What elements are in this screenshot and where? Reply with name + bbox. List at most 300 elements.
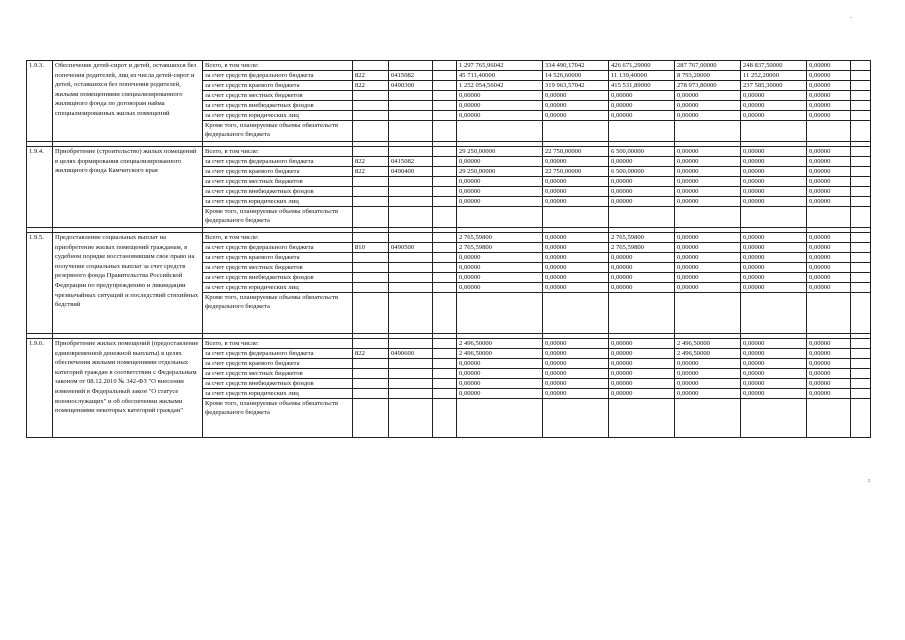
table-row <box>27 147 871 157</box>
amount-3: 0,00000 <box>609 349 675 359</box>
empty-cell <box>741 399 807 438</box>
amount-4: 2 496,50000 <box>675 339 741 349</box>
amount-5: 0,00000 <box>741 273 807 283</box>
code-csr <box>389 177 433 187</box>
code-grbs: 822 <box>353 71 389 81</box>
amount-2: 0,00000 <box>543 253 609 263</box>
amount-4: 0,00000 <box>675 283 741 293</box>
amount-3: 0,00000 <box>609 101 675 111</box>
empty-cell <box>851 61 871 71</box>
row-name: Приобретение (строительство) жилых помещений в целях формирования специализированного жилищного фонда Камчатского края <box>53 147 203 228</box>
code-csr <box>389 253 433 263</box>
funding-source: Всего, в том числе: <box>203 61 353 71</box>
amount-3: 6 500,00000 <box>609 167 675 177</box>
amount-6: 0,00000 <box>807 81 851 91</box>
amount-6: 0,00000 <box>807 263 851 273</box>
amount-3: 0,00000 <box>609 389 675 399</box>
amount-4: 0,00000 <box>675 197 741 207</box>
empty-cell <box>851 111 871 121</box>
funding-source: за счет средств внебюджетных фондов <box>203 379 353 389</box>
code-grbs <box>353 197 389 207</box>
amount-5: 11 252,20000 <box>741 71 807 81</box>
amount-2: 0,00000 <box>543 379 609 389</box>
empty-cell <box>457 121 543 142</box>
amount-5: 0,00000 <box>741 389 807 399</box>
amount-6: 0,00000 <box>807 339 851 349</box>
funding-source: за счет средств федерального бюджета <box>203 349 353 359</box>
code-grbs <box>353 339 389 349</box>
amount-1: 0,00000 <box>457 379 543 389</box>
funding-source: за счет средств краевого бюджета <box>203 81 353 91</box>
amount-1: 2 496,50000 <box>457 349 543 359</box>
amount-6: 0,00000 <box>807 111 851 121</box>
amount-2: 0,00000 <box>543 91 609 101</box>
amount-5: 0,00000 <box>741 379 807 389</box>
amount-2: 0,00000 <box>543 263 609 273</box>
amount-1: 0,00000 <box>457 197 543 207</box>
empty-cell <box>433 177 457 187</box>
amount-6: 0,00000 <box>807 369 851 379</box>
funding-source: за счет средств внебюджетных фондов <box>203 187 353 197</box>
empty-cell <box>457 293 543 334</box>
empty-cell <box>433 111 457 121</box>
amount-6: 0,00000 <box>807 177 851 187</box>
amount-6: 0,00000 <box>807 253 851 263</box>
funding-source: Всего, в том числе: <box>203 147 353 157</box>
empty-cell <box>851 273 871 283</box>
code-csr <box>389 111 433 121</box>
amount-3: 426 671,29000 <box>609 61 675 71</box>
empty-cell <box>433 197 457 207</box>
empty-cell <box>851 349 871 359</box>
code-csr <box>389 389 433 399</box>
amount-3: 0,00000 <box>609 283 675 293</box>
empty-cell <box>851 399 871 438</box>
corner-mark-bottom: ² <box>868 478 871 486</box>
funding-source: за счет средств федерального бюджета <box>203 243 353 253</box>
amount-5: 0,00000 <box>741 283 807 293</box>
amount-4: 0,00000 <box>675 147 741 157</box>
empty-cell <box>851 121 871 142</box>
empty-cell <box>851 379 871 389</box>
empty-cell <box>353 121 389 142</box>
empty-cell <box>433 81 457 91</box>
empty-cell <box>433 243 457 253</box>
amount-1: 0,00000 <box>457 177 543 187</box>
code-csr: 0415082 <box>389 71 433 81</box>
funding-source: Кроме того, планируемые объемы обязательств федерального бюджета <box>203 121 353 142</box>
empty-cell <box>675 207 741 228</box>
amount-4: 0,00000 <box>675 167 741 177</box>
funding-source: за счет средств местных бюджетов <box>203 177 353 187</box>
code-grbs <box>353 91 389 101</box>
row-number: 1.9.6. <box>27 339 53 438</box>
empty-cell <box>851 167 871 177</box>
empty-cell <box>433 263 457 273</box>
code-grbs <box>353 369 389 379</box>
amount-5: 0,00000 <box>741 369 807 379</box>
empty-cell <box>433 207 457 228</box>
funding-source: Кроме того, планируемые объемы обязательств федерального бюджета <box>203 293 353 334</box>
amount-5: 0,00000 <box>741 263 807 273</box>
code-csr: 0415082 <box>389 157 433 167</box>
amount-1: 0,00000 <box>457 273 543 283</box>
code-csr <box>389 359 433 369</box>
amount-6: 0,00000 <box>807 283 851 293</box>
empty-cell <box>609 121 675 142</box>
code-csr: 0490600 <box>389 349 433 359</box>
amount-2: 0,00000 <box>543 273 609 283</box>
amount-5: 0,00000 <box>741 197 807 207</box>
row-number: 1.9.5. <box>27 233 53 334</box>
empty-cell <box>433 157 457 167</box>
code-csr <box>389 273 433 283</box>
amount-3: 0,00000 <box>609 187 675 197</box>
empty-cell <box>433 349 457 359</box>
amount-1: 0,00000 <box>457 253 543 263</box>
table-row <box>27 61 871 71</box>
empty-cell <box>675 399 741 438</box>
empty-cell <box>851 253 871 263</box>
empty-cell <box>433 339 457 349</box>
amount-2: 0,00000 <box>543 101 609 111</box>
amount-5: 0,00000 <box>741 233 807 243</box>
empty-cell <box>741 293 807 334</box>
code-csr <box>389 101 433 111</box>
empty-cell <box>851 243 871 253</box>
empty-cell <box>543 293 609 334</box>
empty-cell <box>851 283 871 293</box>
empty-cell <box>851 359 871 369</box>
empty-cell <box>807 207 851 228</box>
amount-2: 0,00000 <box>543 111 609 121</box>
amount-4: 0,00000 <box>675 359 741 369</box>
code-csr <box>389 379 433 389</box>
empty-cell <box>353 293 389 334</box>
funding-source: Кроме того, планируемые объемы обязательств федерального бюджета <box>203 399 353 438</box>
amount-3: 0,00000 <box>609 379 675 389</box>
amount-1: 29 250,00000 <box>457 147 543 157</box>
code-grbs: 822 <box>353 167 389 177</box>
amount-3: 11 139,40000 <box>609 71 675 81</box>
amount-1: 0,00000 <box>457 157 543 167</box>
empty-cell <box>433 399 457 438</box>
amount-2: 0,00000 <box>543 369 609 379</box>
amount-1: 0,00000 <box>457 369 543 379</box>
amount-6: 0,00000 <box>807 157 851 167</box>
code-grbs <box>353 379 389 389</box>
empty-cell <box>851 157 871 167</box>
amount-4: 0,00000 <box>675 177 741 187</box>
code-csr <box>389 339 433 349</box>
empty-cell <box>675 293 741 334</box>
empty-cell <box>851 177 871 187</box>
amount-4: 0,00000 <box>675 369 741 379</box>
amount-1: 0,00000 <box>457 263 543 273</box>
empty-cell <box>433 187 457 197</box>
amount-2: 334 490,17042 <box>543 61 609 71</box>
funding-source: за счет средств внебюджетных фондов <box>203 101 353 111</box>
amount-2: 0,00000 <box>543 233 609 243</box>
empty-cell <box>389 207 433 228</box>
empty-cell <box>433 253 457 263</box>
amount-6: 0,00000 <box>807 349 851 359</box>
empty-cell <box>389 399 433 438</box>
amount-3: 0,00000 <box>609 253 675 263</box>
amount-3: 0,00000 <box>609 263 675 273</box>
code-grbs: 822 <box>353 349 389 359</box>
amount-4: 0,00000 <box>675 379 741 389</box>
empty-cell <box>543 121 609 142</box>
amount-3: 6 500,00000 <box>609 147 675 157</box>
amount-3: 2 765,59800 <box>609 243 675 253</box>
code-csr: 0490500 <box>389 243 433 253</box>
amount-6: 0,00000 <box>807 389 851 399</box>
code-csr <box>389 369 433 379</box>
amount-3: 0,00000 <box>609 273 675 283</box>
amount-4: 0,00000 <box>675 91 741 101</box>
amount-4: 0,00000 <box>675 243 741 253</box>
funding-source: за счет средств краевого бюджета <box>203 253 353 263</box>
code-grbs <box>353 389 389 399</box>
amount-4: 0,00000 <box>675 233 741 243</box>
amount-6: 0,00000 <box>807 379 851 389</box>
code-csr <box>389 263 433 273</box>
amount-2: 0,00000 <box>543 389 609 399</box>
funding-source: Всего, в том числе: <box>203 339 353 349</box>
amount-1: 1 252 054,56042 <box>457 81 543 91</box>
empty-cell <box>389 121 433 142</box>
funding-source: за счет средств юридических лиц <box>203 389 353 399</box>
amount-1: 2 765,59800 <box>457 243 543 253</box>
amount-2: 0,00000 <box>543 359 609 369</box>
empty-cell <box>433 121 457 142</box>
empty-cell <box>433 71 457 81</box>
amount-6: 0,00000 <box>807 187 851 197</box>
empty-cell <box>675 121 741 142</box>
empty-cell <box>851 263 871 273</box>
empty-cell <box>851 339 871 349</box>
empty-cell <box>851 187 871 197</box>
amount-6: 0,00000 <box>807 359 851 369</box>
amount-1: 0,00000 <box>457 91 543 101</box>
empty-cell <box>851 71 871 81</box>
empty-cell <box>457 399 543 438</box>
amount-1: 0,00000 <box>457 389 543 399</box>
amount-4: 0,00000 <box>675 253 741 263</box>
funding-source: за счет средств юридических лиц <box>203 111 353 121</box>
funding-source: за счет средств федерального бюджета <box>203 157 353 167</box>
funding-source: Всего, в том числе: <box>203 233 353 243</box>
amount-1: 0,00000 <box>457 187 543 197</box>
row-name: Предоставление социальных выплат на приобретение жилых помещений гражданам, в судебном порядке восстановившим свое право на получение социальных выплат за счет средств резервного фонда Правительства Российской Федерации по предупреждению и ликвидации чрезвычайных ситуаций и последствий стихийных бедствий <box>53 233 203 334</box>
empty-cell <box>741 207 807 228</box>
amount-4: 2 496,50000 <box>675 349 741 359</box>
empty-cell <box>353 207 389 228</box>
table-row <box>27 233 871 243</box>
amount-4: 0,00000 <box>675 273 741 283</box>
funding-source: за счет средств юридических лиц <box>203 197 353 207</box>
amount-2: 0,00000 <box>543 177 609 187</box>
amount-5: 0,00000 <box>741 101 807 111</box>
code-grbs <box>353 263 389 273</box>
code-grbs: 822 <box>353 81 389 91</box>
empty-cell <box>851 369 871 379</box>
amount-4: 0,00000 <box>675 389 741 399</box>
row-number: 1.9.4. <box>27 147 53 228</box>
code-grbs <box>353 147 389 157</box>
empty-cell <box>851 91 871 101</box>
code-grbs <box>353 111 389 121</box>
amount-5: 0,00000 <box>741 187 807 197</box>
empty-cell <box>609 293 675 334</box>
empty-cell <box>433 147 457 157</box>
amount-1: 0,00000 <box>457 283 543 293</box>
amount-2: 0,00000 <box>543 243 609 253</box>
amount-3: 0,00000 <box>609 111 675 121</box>
amount-6: 0,00000 <box>807 273 851 283</box>
funding-source: за счет средств местных бюджетов <box>203 369 353 379</box>
code-grbs <box>353 283 389 293</box>
amount-4: 0,00000 <box>675 157 741 167</box>
empty-cell <box>609 399 675 438</box>
empty-cell <box>851 101 871 111</box>
amount-5: 0,00000 <box>741 359 807 369</box>
empty-cell <box>543 399 609 438</box>
funding-source: за счет средств федерального бюджета <box>203 71 353 81</box>
code-csr <box>389 147 433 157</box>
code-csr: 0490400 <box>389 167 433 177</box>
amount-3: 0,00000 <box>609 359 675 369</box>
code-csr <box>389 91 433 101</box>
code-csr: 0490300 <box>389 81 433 91</box>
amount-2: 0,00000 <box>543 187 609 197</box>
empty-cell <box>433 359 457 369</box>
empty-cell <box>807 399 851 438</box>
code-grbs <box>353 273 389 283</box>
amount-3: 0,00000 <box>609 157 675 167</box>
amount-3: 0,00000 <box>609 369 675 379</box>
amount-4: 0,00000 <box>675 111 741 121</box>
amount-3: 0,00000 <box>609 339 675 349</box>
code-grbs <box>353 101 389 111</box>
empty-cell <box>433 101 457 111</box>
amount-1: 1 297 765,96042 <box>457 61 543 71</box>
amount-5: 248 837,50000 <box>741 61 807 71</box>
amount-4: 278 973,80000 <box>675 81 741 91</box>
amount-2: 319 963,57042 <box>543 81 609 91</box>
empty-cell <box>741 121 807 142</box>
amount-4: 0,00000 <box>675 263 741 273</box>
code-csr <box>389 283 433 293</box>
amount-3: 415 531,89000 <box>609 81 675 91</box>
empty-cell <box>851 389 871 399</box>
amount-6: 0,00000 <box>807 71 851 81</box>
amount-5: 0,00000 <box>741 177 807 187</box>
empty-cell <box>851 81 871 91</box>
empty-cell <box>433 91 457 101</box>
amount-2: 0,00000 <box>543 339 609 349</box>
amount-5: 237 585,30000 <box>741 81 807 91</box>
funding-source: за счет средств местных бюджетов <box>203 91 353 101</box>
amount-5: 0,00000 <box>741 147 807 157</box>
amount-5: 0,00000 <box>741 339 807 349</box>
amount-3: 0,00000 <box>609 177 675 187</box>
funding-source: Кроме того, планируемые объемы обязательств федерального бюджета <box>203 207 353 228</box>
amount-5: 0,00000 <box>741 157 807 167</box>
amount-2: 22 750,00000 <box>543 167 609 177</box>
empty-cell <box>851 293 871 334</box>
code-grbs <box>353 233 389 243</box>
empty-cell <box>433 167 457 177</box>
empty-cell <box>433 61 457 71</box>
amount-2: 0,00000 <box>543 283 609 293</box>
code-grbs <box>353 177 389 187</box>
empty-cell <box>389 293 433 334</box>
empty-cell <box>851 233 871 243</box>
amount-1: 0,00000 <box>457 101 543 111</box>
amount-5: 0,00000 <box>741 253 807 263</box>
amount-6: 0,00000 <box>807 167 851 177</box>
amount-6: 0,00000 <box>807 147 851 157</box>
table-row <box>27 339 871 349</box>
code-grbs <box>353 187 389 197</box>
amount-4: 8 793,20000 <box>675 71 741 81</box>
amount-1: 0,00000 <box>457 359 543 369</box>
empty-cell <box>433 389 457 399</box>
code-csr <box>389 187 433 197</box>
code-csr <box>389 197 433 207</box>
amount-6: 0,00000 <box>807 243 851 253</box>
empty-cell <box>433 233 457 243</box>
amount-2: 0,00000 <box>543 197 609 207</box>
amount-1: 2 765,59800 <box>457 233 543 243</box>
empty-cell <box>609 207 675 228</box>
empty-cell <box>433 273 457 283</box>
empty-cell <box>433 293 457 334</box>
empty-cell <box>807 121 851 142</box>
corner-mark-top: · <box>850 14 853 22</box>
code-grbs <box>353 61 389 71</box>
amount-5: 0,00000 <box>741 349 807 359</box>
empty-cell <box>457 207 543 228</box>
amount-5: 0,00000 <box>741 111 807 121</box>
empty-cell <box>543 207 609 228</box>
funding-source: за счет средств юридических лиц <box>203 283 353 293</box>
amount-2: 0,00000 <box>543 157 609 167</box>
amount-6: 0,00000 <box>807 61 851 71</box>
amount-6: 0,00000 <box>807 233 851 243</box>
empty-cell <box>851 207 871 228</box>
amount-6: 0,00000 <box>807 101 851 111</box>
amount-3: 0,00000 <box>609 91 675 101</box>
code-grbs: 822 <box>353 157 389 167</box>
code-csr <box>389 233 433 243</box>
amount-2: 0,00000 <box>543 349 609 359</box>
amount-5: 0,00000 <box>741 167 807 177</box>
amount-4: 0,00000 <box>675 101 741 111</box>
amount-6: 0,00000 <box>807 197 851 207</box>
funding-source: за счет средств местных бюджетов <box>203 263 353 273</box>
empty-cell <box>433 379 457 389</box>
code-grbs: 810 <box>353 243 389 253</box>
amount-1: 2 496,50000 <box>457 339 543 349</box>
amount-6: 0,00000 <box>807 91 851 101</box>
row-name: Приобретение жилых помещений (предоставление единовременной денежной выплаты) в целях обеспечения жилыми помещениями отдельных категорий граждан в соответствии с Федеральным законом от 08.12.2010 № 342-ФЗ "О внесении изменений в Федеральный закон "О статусе военнослужащих" и об обеспечении жилыми помещениями некоторых категорий граждан" <box>53 339 203 438</box>
amount-3: 0,00000 <box>609 197 675 207</box>
amount-1: 0,00000 <box>457 111 543 121</box>
funding-source: за счет средств краевого бюджета <box>203 167 353 177</box>
